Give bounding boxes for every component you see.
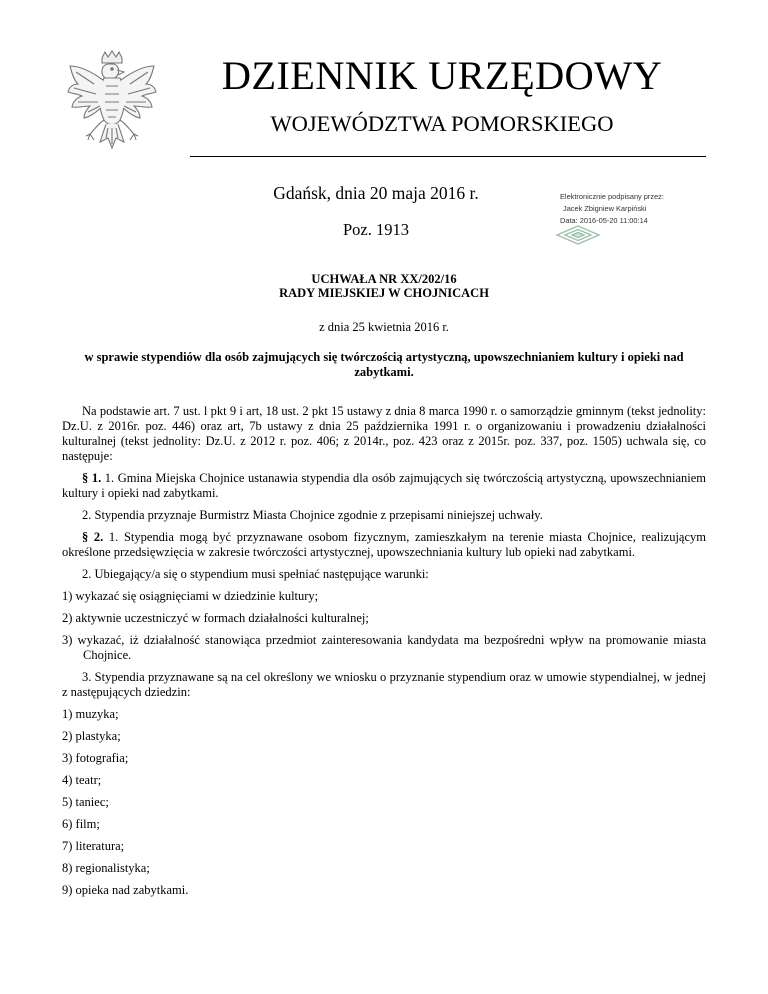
section-2-mark: § 2. — [82, 530, 104, 544]
section-1-mark: § 1. — [82, 471, 102, 485]
condition-item: 3) wykazać, iż działalność stanowiąca przedmiot zainteresowania kandydata ma bezpośredni wpływ na promowanie miasta Chojnice. — [62, 633, 706, 662]
section-2-paragraph-2: 2. Ubiegający/a się o stypendium musi spełniać następujące warunki: — [82, 567, 429, 581]
section-1-paragraph-1 — [62, 471, 706, 501]
resolution-heading — [0, 273, 768, 300]
preamble: Na podstawie art. 7 ust. l pkt 9 i art, 18 ust. 2 pkt 15 ustawy z dnia 8 marca 1990 r. o samorządzie gminnym (tekst jednolity: Dz.U. z 2016r. poz. 446) oraz art, 7b ustawy z dnia 25 października 1991 r. o organizowaniu i prowadzeniu działalności kulturalnej (tekst jednolity: Dz.U. z 2012 r. poz. 406; z 2014r., poz. 423 oraz z 2015r. poz. 337, poz. 1505) uchwala się, co następuje: — [62, 404, 706, 463]
field-item: 7) literatura; — [62, 839, 125, 853]
signature-signer: Jacek Zbigniew Karpiński — [563, 204, 647, 213]
section-1-text: 1. Gmina Miejska Chojnice ustanawia stypendia dla osób zajmujących się twórczością artystyczną, upowszechnianiem kultury i opieki nad zabytkami. — [62, 471, 706, 500]
header-divider — [190, 156, 706, 157]
section-2-paragraph-1 — [62, 530, 706, 560]
signature-label: Elektronicznie podpisany przez: — [560, 192, 664, 201]
document-body — [62, 404, 706, 905]
condition-item: 1) wykazać się osiągnięciami w dziedzinie kultury; — [62, 589, 319, 603]
resolution-date: z dnia 25 kwietnia 2016 r. — [319, 320, 449, 334]
resolution-council: RADY MIEJSKIEJ W CHOJNICACH — [279, 285, 489, 300]
field-item: 9) opieka nad zabytkami. — [62, 883, 189, 897]
polish-eagle-emblem-icon — [64, 50, 160, 162]
resolution-subject: w sprawie stypendiów dla osób zajmujących się twórczością artystyczną, upowszechnianiem kultury i opieki nad zabytkami. — [84, 350, 684, 379]
publication-date: Gdańsk, dnia 20 maja 2016 r. — [273, 183, 479, 203]
journal-subtitle: WOJEWÓDZTWA POMORSKIEGO — [270, 111, 614, 136]
field-item: 1) muzyka; — [62, 707, 119, 721]
section-2-text: 1. Stypendia mogą być przyznawane osobom fizycznym, zamieszkałym na terenie miasta Chojnice, realizującym określone przedsięwzięcia w zakresie twórczości artystycznej, upowszechniania kultury lub opieki nad zabytkami. — [62, 530, 707, 559]
signature-verification-icon — [555, 224, 601, 246]
field-item: 5) taniec; — [62, 795, 109, 809]
field-item: 8) regionalistyka; — [62, 861, 150, 875]
field-item: 3) fotografia; — [62, 751, 129, 765]
journal-title: DZIENNIK URZĘDOWY — [221, 53, 663, 98]
resolution-number: UCHWAŁA NR XX/202/16 — [311, 272, 457, 286]
field-item: 4) teatr; — [62, 773, 102, 787]
electronic-signature — [560, 191, 664, 227]
section-1-paragraph-2: 2. Stypendia przyznaje Burmistrz Miasta Chojnice zgodnie z przepisami niniejszej uchwały. — [82, 508, 543, 522]
section-2-paragraph-3: 3. Stypendia przyznawane są na cel określony we wniosku o przyznanie stypendium oraz w umowie stypendialnej, w jednej z następujących dziedzin: — [62, 670, 706, 699]
field-item: 2) plastyka; — [62, 729, 121, 743]
position-number: Poz. 1913 — [343, 220, 409, 239]
condition-item: 2) aktywnie uczestniczyć w formach działalności kulturalnej; — [62, 611, 369, 625]
signature-date: Data: 2016-05-20 11:00:14 — [560, 216, 648, 225]
field-item: 6) film; — [62, 817, 100, 831]
